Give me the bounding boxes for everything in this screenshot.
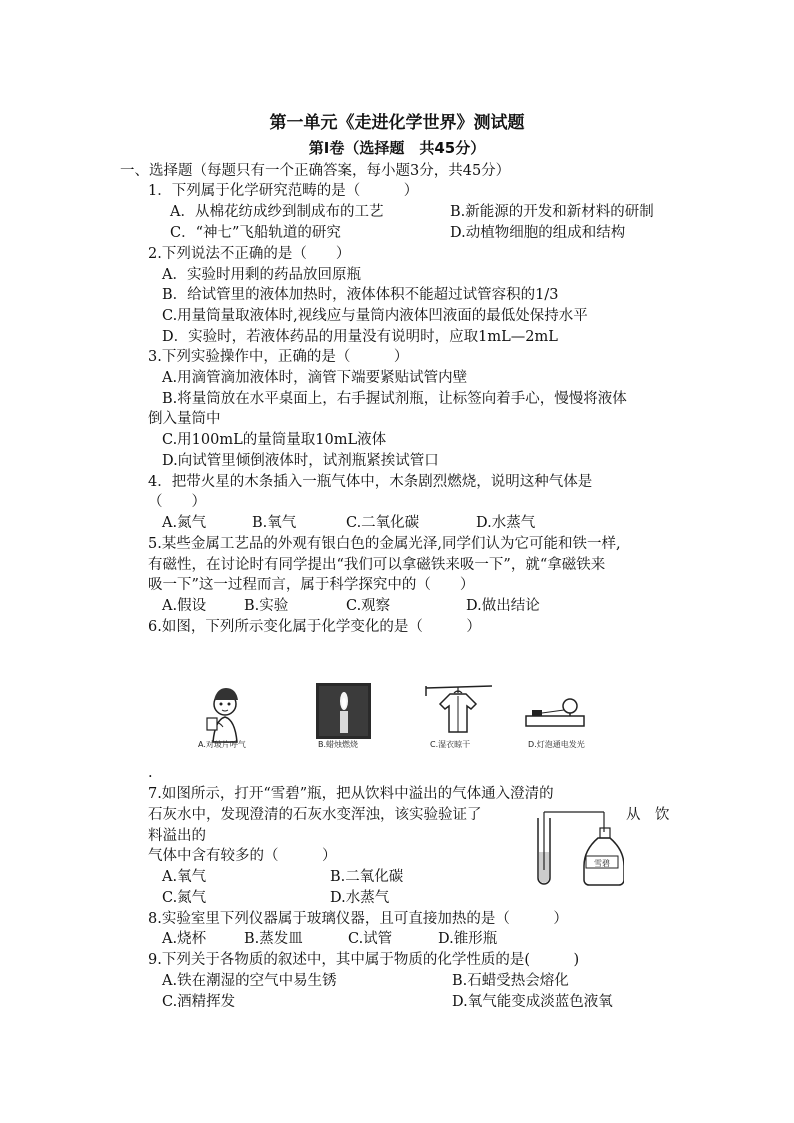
- page-title: 第一单元《走进化学世界》测试题: [269, 113, 525, 133]
- q6-caption-a: A.对玻片呼气: [198, 740, 246, 749]
- q4-option-c: C.二氧化碳: [346, 515, 420, 531]
- q8-stem: 8.实验室里下列仪器属于玻璃仪器，且可直接加热的是（ ）: [148, 911, 568, 927]
- figure-sprite-limewater-apparatus: [528, 808, 624, 888]
- q7-stem-cont-2: 料溢出的: [148, 828, 206, 844]
- q2-stem: 2.下列说法不正确的是（ ）: [148, 246, 351, 262]
- q6-caption-c: C.湿衣晾干: [430, 740, 471, 749]
- q3-option-a: A.用滴管滴加液体时，滴管下端要紧贴试管内壁: [162, 370, 468, 386]
- q1-option-a: A．从棉花纺成纱到制成布的工艺: [170, 204, 384, 220]
- q5-option-d: D.做出结论: [466, 598, 540, 614]
- stray-dot: .: [148, 765, 153, 781]
- q3-stem: 3.下列实验操作中，正确的是（ ）: [148, 349, 409, 365]
- q9-option-a: A.铁在潮湿的空气中易生锈: [162, 973, 337, 989]
- q1-stem: 1．下列属于化学研究范畴的是（ ）: [148, 183, 419, 199]
- figure-bulb-lit: [522, 694, 588, 734]
- q7-stem-cont-3: 气体中含有较多的（ ）: [148, 848, 337, 864]
- q7-stem-cont-1b: 从 饮: [626, 807, 670, 823]
- q4-stem-cont: （ ）: [148, 494, 206, 510]
- q3-option-c: C.用100mL的量筒量取10mL液体: [162, 432, 387, 448]
- q4-option-b: B.氧气: [252, 515, 297, 531]
- q7-option-c: C.氮气: [162, 890, 207, 906]
- q5-option-c: C.观察: [346, 598, 391, 614]
- q9-option-c: C.酒精挥发: [162, 994, 236, 1010]
- q7-option-b: B.二氧化碳: [330, 869, 404, 885]
- q9-stem: 9.下列关于各物质的叙述中，其中属于物质的化学性质的是( ): [148, 952, 580, 968]
- q1-option-d: D.动植物细胞的组成和结构: [450, 225, 626, 241]
- q7-option-d: D.水蒸气: [330, 890, 390, 906]
- q8-option-d: D.锥形瓶: [438, 931, 498, 947]
- q2-option-b: B．给试管里的液体加热时，液体体积不能超过试管容积的1/3: [162, 287, 559, 303]
- q8-option-c: C.试管: [348, 931, 393, 947]
- q2-option-d: D．实验时，若液体药品的用量没有说明时，应取1mL—2mL: [162, 329, 558, 345]
- q3-option-d: D.向试管里倾倒液体时，试剂瓶紧挨试管口: [162, 453, 439, 469]
- q7-option-a: A.氧气: [162, 869, 207, 885]
- q9-option-d: D.氧气能变成淡蓝色液氧: [452, 994, 613, 1010]
- q9-option-b: B.石蜡受热会熔化: [452, 973, 569, 989]
- q4-stem: 4．把带火星的木条插入一瓶气体中，木条剧烈燃烧，说明这种气体是: [148, 474, 593, 490]
- q6-caption-d: D.灯泡通电发光: [528, 740, 585, 749]
- q5-stem: 5.某些金属工艺品的外观有银白色的金属光泽,同学们认为它可能和铁一样,: [148, 536, 621, 552]
- q5-option-b: B.实验: [244, 598, 289, 614]
- figure-wet-clothes-drying: [424, 676, 494, 742]
- section-subtitle: 第Ⅰ卷（选择题 共45分）: [308, 139, 486, 157]
- q7-stem: 7.如图所示，打开“雪碧”瓶，把从饮料中溢出的气体通入澄清的: [148, 786, 554, 802]
- q4-option-d: D.水蒸气: [476, 515, 536, 531]
- q4-option-a: A.氮气: [162, 515, 207, 531]
- q3-option-b: B.将量筒放在水平桌面上，右手握试剂瓶，让标签向着手心，慢慢将液体: [162, 391, 627, 407]
- q5-stem-cont-1: 有磁性，在讨论时有同学提出“我们可以拿磁铁来吸一下”，就“拿磁铁来: [148, 557, 606, 573]
- q3-option-b-cont: 倒入量筒中: [148, 411, 221, 427]
- q8-option-a: A.烧杯: [162, 931, 207, 947]
- q2-option-c: C.用量筒量取液体时,视线应与量筒内液体凹液面的最低处保持水平: [162, 308, 588, 324]
- q1-option-b: B.新能源的开发和新材料的研制: [450, 204, 654, 220]
- section-instructions: 一、选择题（每题只有一个正确答案，每小题3分，共45分）: [120, 163, 511, 179]
- q7-stem-cont-1: 石灰水中，发现澄清的石灰水变浑浊，该实验验证了: [148, 807, 482, 823]
- q5-stem-cont-2: 吸一下”这一过程而言，属于科学探究中的（ ）: [148, 577, 475, 593]
- q5-option-a: A.假设: [162, 598, 207, 614]
- bottle-label: 雪碧: [594, 859, 610, 868]
- q8-option-b: B.蒸发皿: [244, 931, 303, 947]
- q1-option-c: C．“神七”飞船轨道的研究: [170, 225, 341, 241]
- q6-caption-b: B.蜡烛燃烧: [318, 740, 359, 749]
- figure-candle-burning: [316, 683, 371, 739]
- q6-stem: 6.如图，下列所示变化属于化学变化的是（ ）: [148, 619, 481, 635]
- q2-option-a: A．实验时用剩的药品放回原瓶: [162, 267, 361, 283]
